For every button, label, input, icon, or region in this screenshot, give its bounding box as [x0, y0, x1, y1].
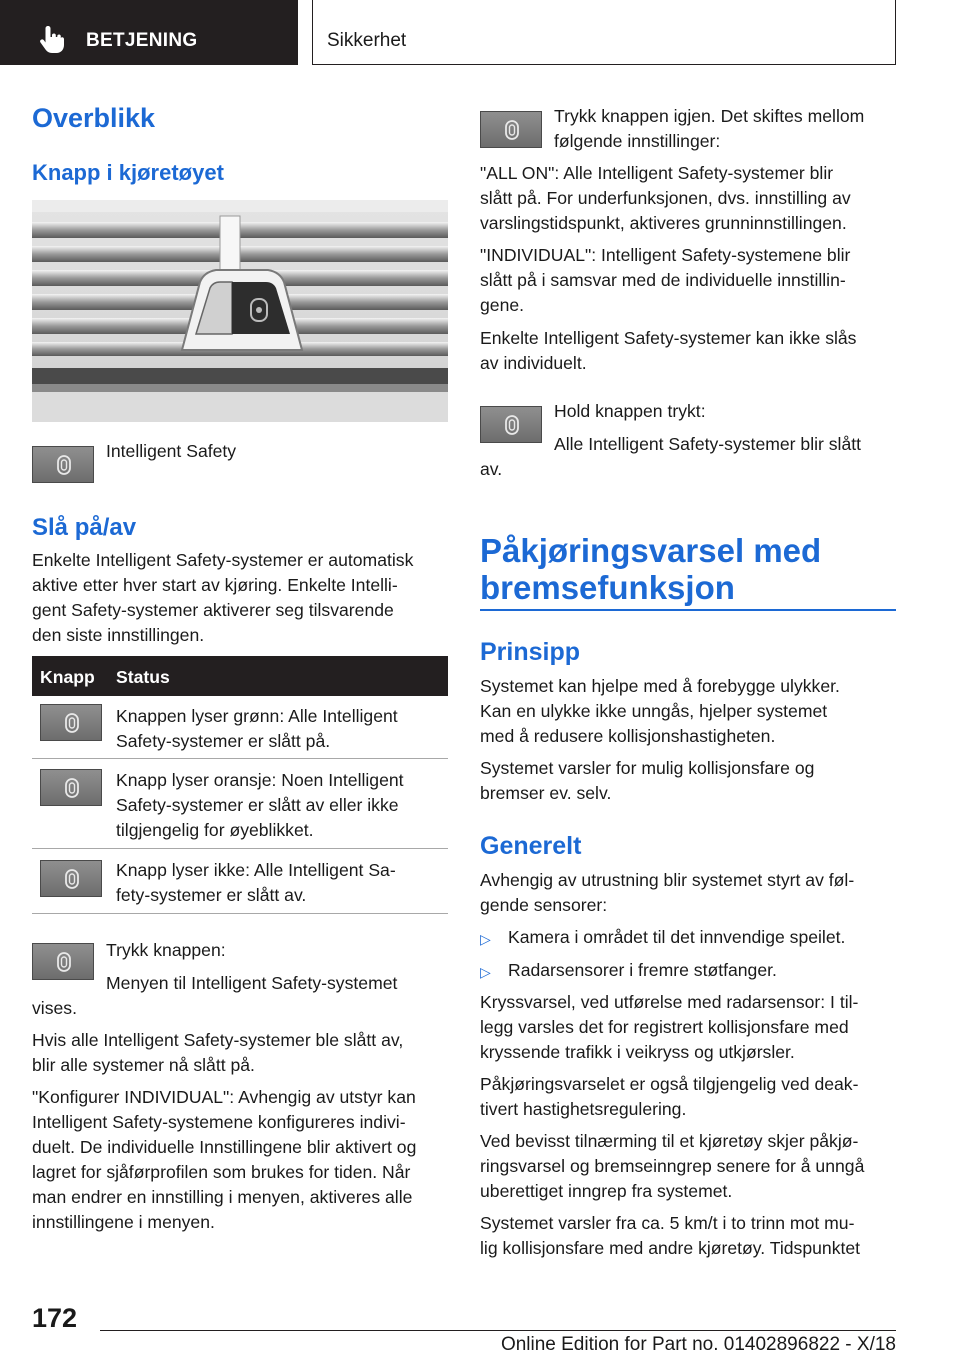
status-table-header	[32, 656, 448, 696]
header-chapter-box	[312, 0, 896, 65]
intelligent-safety-button-icon	[480, 406, 542, 443]
button-green-icon	[40, 704, 102, 741]
table-row-divider	[32, 913, 448, 914]
instruction-press-result-cont: vises.	[32, 998, 77, 1018]
instruction-press: Trykk knappen:	[106, 940, 226, 960]
chapter-title: Sikkerhet	[327, 30, 407, 51]
paragraph-onoff: Enkelte Intelligent Safety-systemer er automatisk aktive etter hver start av kjøring. Enkelte Intelli- gent Safety-systemer aktiverer seg tilsvarende den siste innstillingen.	[32, 550, 414, 645]
paragraph-individual: "INDIVIDUAL": Intelligent Safety-systemene blir slått på i samsvar med de individuelle innstillin- gene.	[480, 245, 851, 315]
instruction-hold: Hold knappen trykt:	[554, 401, 706, 421]
caption-intelligent-safety: Intelligent Safety	[106, 441, 237, 461]
triangle-bullet-icon: ▷	[480, 931, 491, 947]
triangle-bullet-icon: ▷	[480, 964, 491, 980]
paragraph-general-5: Systemet varsler fra ca. 5 km/t i to trinn mot mu- lig kollisjonsfare med andre kjøretøy. Tidspunktet	[480, 1213, 861, 1258]
instruction-press-again: Trykk knappen igjen. Det skiftes mellom følgende innstillinger:	[554, 106, 865, 151]
paragraph-all-off: Hvis alle Intelligent Safety-systemer ble slått av, blir alle systemer nå slått på.	[32, 1030, 404, 1075]
vehicle-button-photo	[32, 200, 448, 422]
paragraph-principle-1: Systemet kan hjelpe med å forebygge ulykker. Kan en ulykke ikke unngås, hjelper systemet med å redusere kollisjonshastigheten.	[480, 676, 840, 746]
hand-touch-icon	[38, 24, 66, 54]
footer-edition: Online Edition for Part no. 01402896822 - X/18	[500, 1334, 896, 1355]
heading-prinsipp: Prinsipp	[480, 638, 581, 666]
table-header-knapp: Knapp	[40, 667, 95, 687]
table-row: Knapp lyser oransje: Noen Intelligent Safety-systemer er slått av eller ikke tilgjengelig for øyeblikket.	[116, 770, 404, 840]
paragraph-general-1: Avhengig av utrustning blir systemet styrt av føl- gende sensorer:	[480, 870, 855, 915]
intelligent-safety-button-icon	[32, 943, 94, 980]
paragraph-single-systems: Enkelte Intelligent Safety-systemer kan ikke slås av individuelt.	[480, 328, 857, 373]
table-row: Knappen lyser grønn: Alle Intelligent Safety-systemer er slått på.	[116, 706, 398, 751]
instruction-hold-result: Alle Intelligent Safety-systemer blir slått	[554, 434, 862, 454]
paragraph-general-3: Påkjøringsvarselet er også tilgjengelig ved deak- tivert hastighetsregulering.	[480, 1074, 859, 1119]
table-row-divider	[32, 758, 448, 759]
table-header-status: Status	[116, 667, 170, 687]
footer-rule	[100, 1330, 896, 1331]
section-title: BETJENING	[86, 30, 198, 51]
heading-knapp-i-kjoretoyet: Knapp i kjøretøyet	[32, 160, 224, 185]
heading-generelt: Generelt	[480, 832, 582, 860]
list-item: Radarsensorer i fremre støtfanger.	[508, 960, 777, 980]
page-number: 172	[32, 1303, 78, 1333]
intelligent-safety-button-icon	[480, 111, 542, 148]
heading-pakjoringsvarsel: Påkjøringsvarsel med bremsefunksjon	[480, 532, 822, 606]
table-row-divider	[32, 848, 448, 849]
instruction-press-result: Menyen til Intelligent Safety-systemet	[106, 973, 398, 993]
paragraph-configure-individual: "Konfigurer INDIVIDUAL": Avhengig av utstyr kan Intelligent Safety-systemene konfigureres indivi- duelt. De individuelle Innstillingene blir aktivert og lagret for sjåførprofilen som brukes for tiden. Når man endrer en innstilling i menyen, aktiveres alle innstillingene i menyen.	[32, 1087, 417, 1232]
heading-overblikk: Overblikk	[32, 103, 156, 133]
button-orange-icon	[40, 769, 102, 806]
paragraph-general-2: Kryssvarsel, ved utførelse med radarsensor: I til- legg varsles det for registrert kollisjonsfare med kryssende trafikk i veikryss og utkjørsler.	[480, 992, 859, 1062]
instruction-hold-result-cont: av.	[480, 459, 503, 479]
list-item: Kamera i området til det innvendige speilet.	[508, 927, 846, 947]
paragraph-all-on: "ALL ON": Alle Intelligent Safety-systemer blir slått på. For underfunksjonen, dvs. innstilling av varslingstidspunkt, aktiveres grunninnstillingen.	[480, 163, 851, 233]
paragraph-general-4: Ved bevisst tilnærming til et kjøretøy skjer påkjø- ringsvarsel og bremseinngrep senere for å unngå uberettiget inngrep fra systemet.	[480, 1131, 865, 1201]
heading-underline	[480, 609, 896, 611]
header-section-bar	[0, 0, 298, 65]
paragraph-principle-2: Systemet varsler for mulig kollisjonsfare og bremser ev. selv.	[480, 758, 815, 803]
button-off-icon	[40, 860, 102, 897]
intelligent-safety-button-icon	[32, 446, 94, 483]
heading-sla-pa-av: Slå på/av	[32, 514, 137, 541]
table-row: Knapp lyser ikke: Alle Intelligent Sa- fety-systemer er slått av.	[116, 860, 396, 905]
